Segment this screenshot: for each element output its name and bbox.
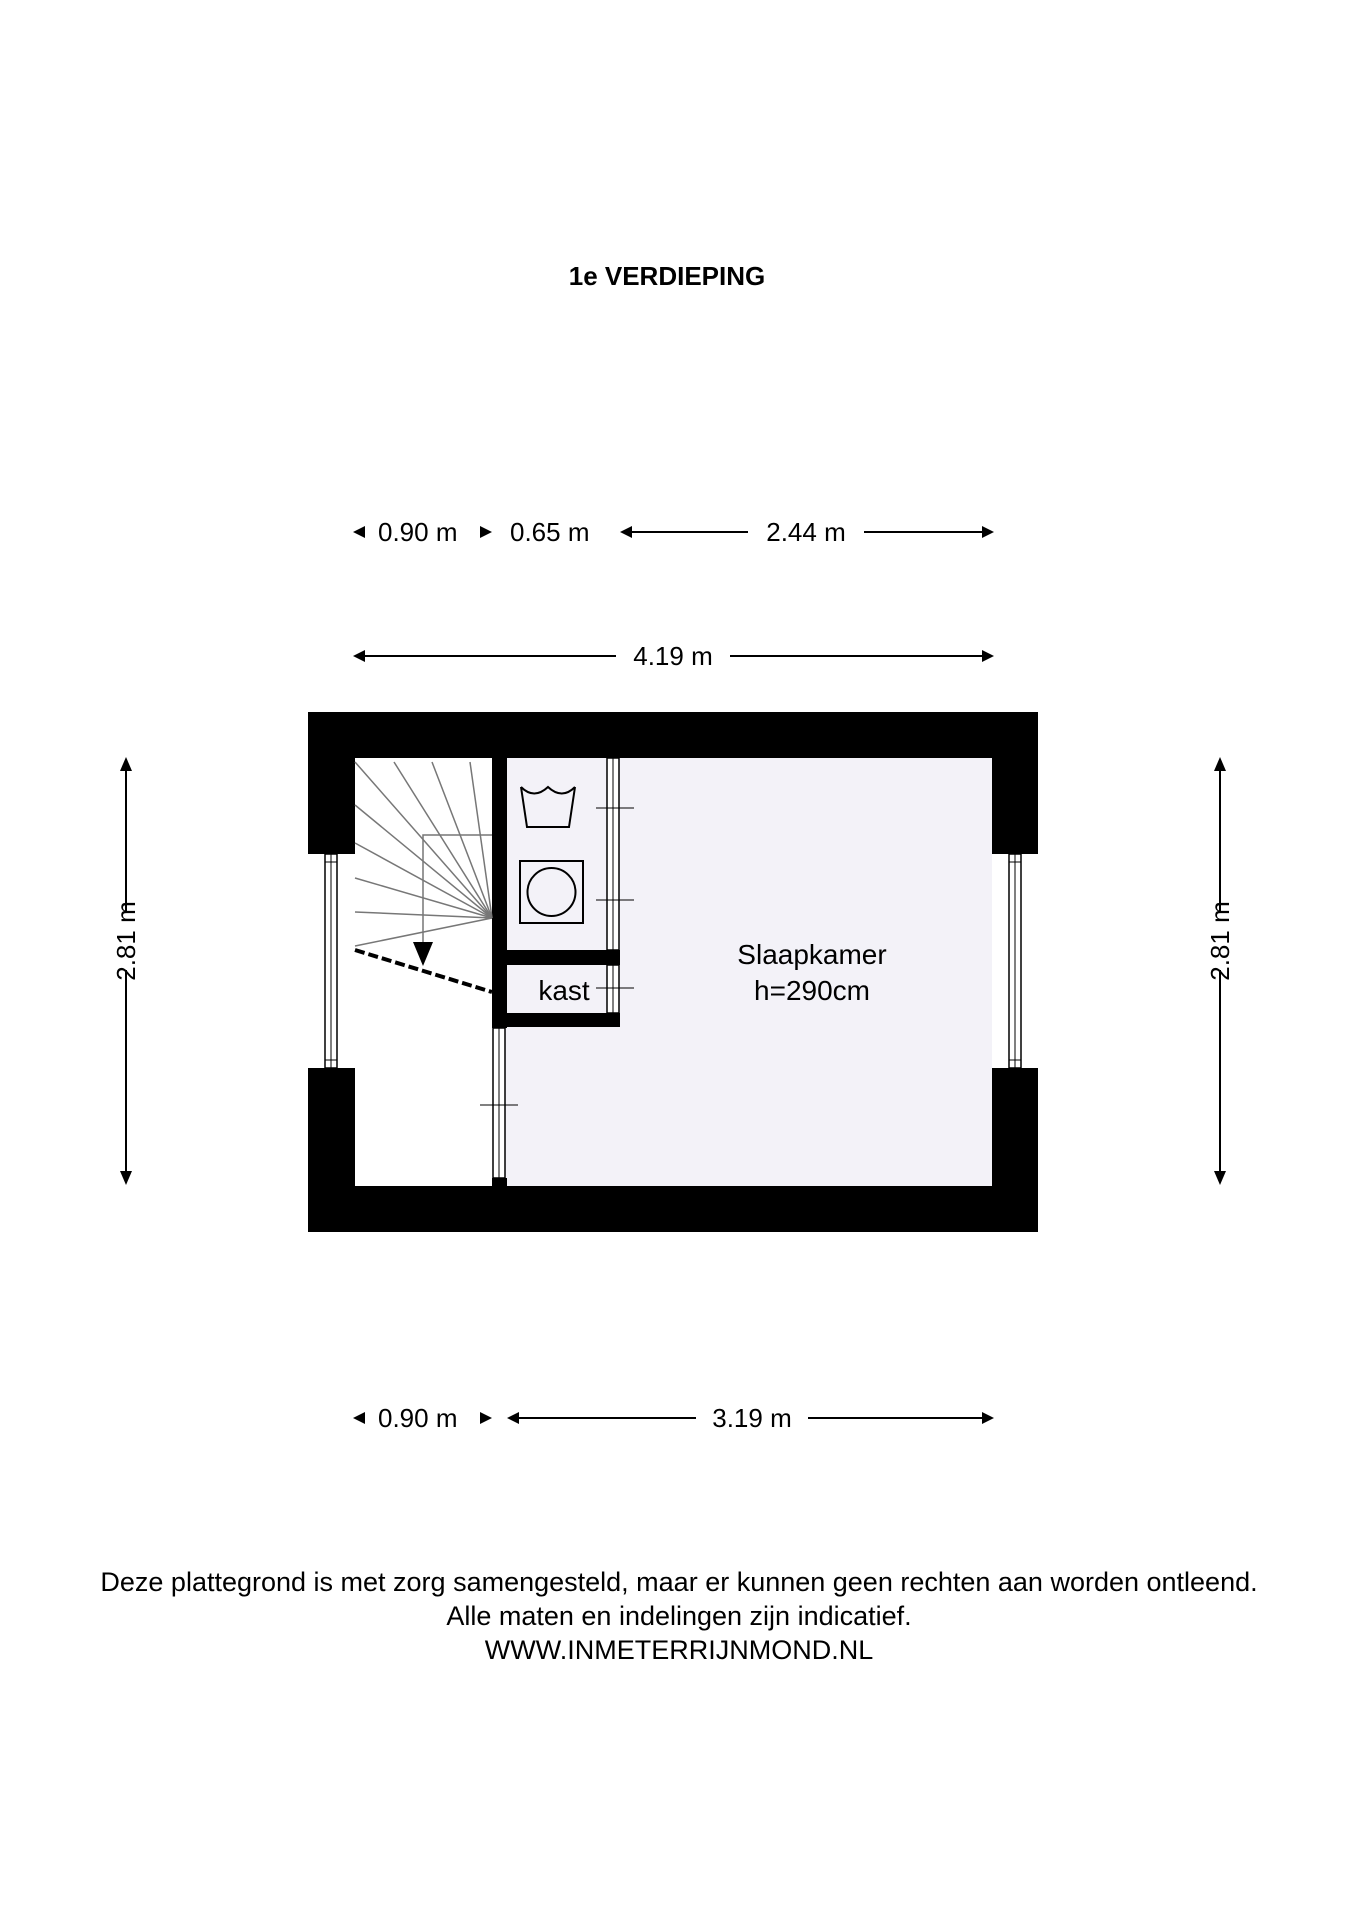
arrow-up-icon [1214, 757, 1226, 771]
arrow-left-icon [353, 1412, 365, 1424]
wall-stairs-divider [492, 758, 507, 1028]
arrow-left-icon [353, 526, 365, 538]
floor-title: 1e VERDIEPING [568, 261, 766, 291]
dimension-top-row1 [353, 517, 994, 547]
dimension-left-height [111, 757, 141, 1185]
arrow-right-icon [480, 526, 492, 538]
dim-total-width: 4.19 m [633, 641, 713, 671]
dim-bedroom-width-top: 2.44 m [766, 517, 846, 547]
wall-left-upper [308, 712, 355, 854]
arrow-down-icon [1214, 1171, 1226, 1185]
arrow-down-icon [120, 1171, 132, 1185]
wall-closet-bottom [492, 1013, 620, 1027]
website-link: WWW.INMETERRIJNMOND.NL [484, 1635, 874, 1665]
bedroom-height-label: h=290cm [754, 975, 870, 1006]
wall-bottom [308, 1186, 1038, 1232]
wall-right-lower [992, 1068, 1038, 1232]
staircase [355, 762, 492, 952]
wall-stub-bottom [492, 1178, 507, 1188]
dim-stairs-width-bottom: 0.90 m [378, 1403, 458, 1433]
floor-plan-drawing [308, 712, 1038, 1232]
dim-left-height: 2.81 m [111, 901, 141, 981]
arrow-right-icon [982, 650, 994, 662]
window-right [1009, 854, 1021, 1068]
arrow-right-icon [480, 1412, 492, 1424]
wall-utility-shelf [492, 950, 620, 965]
dimension-bottom-row [353, 1403, 994, 1433]
dimension-total-width [353, 641, 994, 671]
arrow-right-icon [982, 526, 994, 538]
dim-bedroom-width-bottom: 3.19 m [712, 1403, 792, 1433]
arrow-right-icon [982, 1412, 994, 1424]
wall-top [308, 712, 1038, 758]
dimension-right-height [1205, 757, 1235, 1185]
disclaimer [0, 1565, 1358, 1667]
dim-closet-width: 0.65 m [510, 517, 590, 547]
dim-stairs-width: 0.90 m [378, 517, 458, 547]
wall-left-lower [308, 1068, 355, 1232]
disclaimer-line2: Alle maten en indelingen zijn indicatief. [446, 1601, 912, 1631]
bedroom-area [506, 758, 992, 1186]
wall-right-upper [992, 712, 1038, 854]
arrow-up-icon [120, 757, 132, 771]
bedroom-label: Slaapkamer [737, 939, 887, 970]
closet-label: kast [538, 975, 590, 1006]
disclaimer-line1: Deze plattegrond is met zorg samengesteld, maar er kunnen geen rechten aan worden ontleend. [100, 1567, 1258, 1597]
dim-right-height: 2.81 m [1205, 901, 1235, 981]
window-left [325, 854, 337, 1068]
stair-direction-arrow-icon [413, 942, 433, 966]
